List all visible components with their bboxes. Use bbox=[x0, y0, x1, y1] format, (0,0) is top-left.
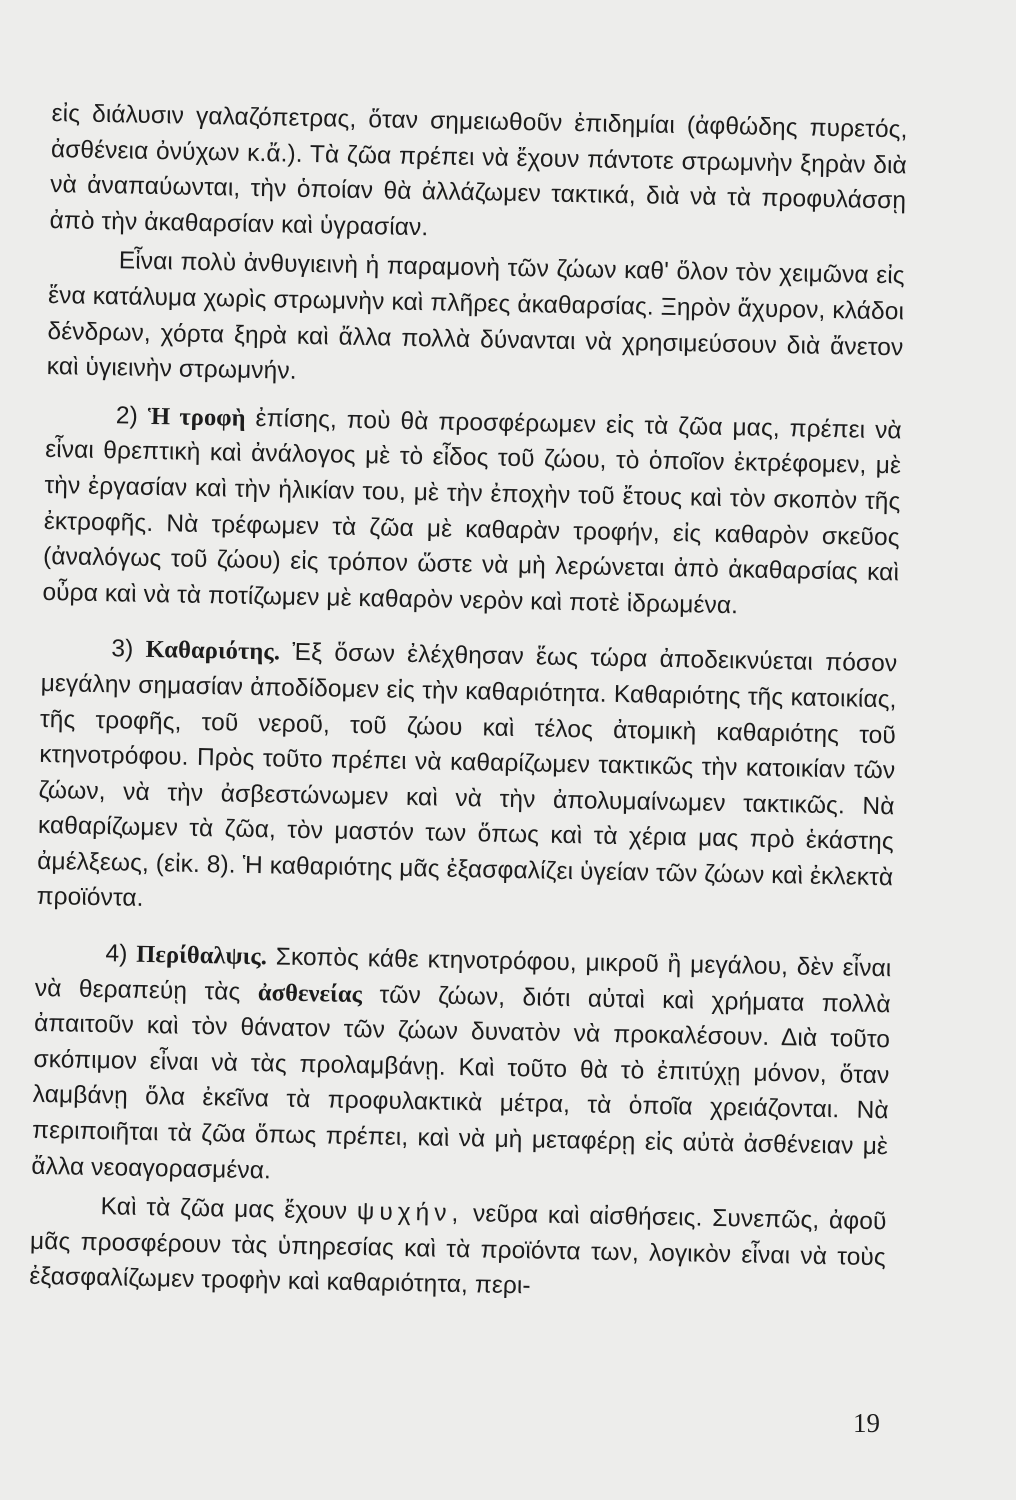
page-number: 19 bbox=[853, 1408, 880, 1438]
section-heading: Περίθαλψις. bbox=[136, 940, 268, 971]
paragraph-text: εἰς διάλυσιν γαλαζόπετρας, ὅταν σημειωθοῦν ἐπιδημίαι (ἀφθώδης πυρετός, ἀσθένεια ὀνύχων κ.ἄ.). Τὰ ζῶα πρέπει νὰ ἔχουν πάντοτε στρωμνὴν ξηρὰν διὰ νὰ ἀναπαύωνται, τὴν ὁποίαν θὰ ἀλλάζωμεν τακτικά, διὰ νὰ τὰ προφυλάσσῃ ἀπὸ τὴν ἀκαθαρσίαν καὶ ὑγρασίαν. bbox=[49, 99, 908, 242]
paragraph-cleanliness bbox=[36, 630, 897, 931]
paragraph-text: Καὶ τὰ ζῶα μας ἔχουν bbox=[100, 1193, 348, 1226]
section-heading: Ἡ τροφὴ bbox=[147, 402, 246, 432]
paragraph-unhealthy-shelter bbox=[46, 242, 905, 401]
section-number: 2) bbox=[115, 402, 139, 430]
body-text bbox=[29, 96, 908, 1311]
paragraph-text: Ἐξ ὅσων ἐλέχθησαν ἕως τώρα ἀποδεικνύεται πόσον μεγάλην σημασίαν ἀποδίδομεν εἰς τὴν καθαριότητα. Καθαριότης τῆς κατοικίας, τῆς τροφῆς, τοῦ νεροῦ, τοῦ ζώου καὶ τέλος ἀτομικὴ καθαριότης τοῦ κτηνοτρόφου. Πρὸς τοῦτο πρέπει νὰ καθαρίζωμεν τακτικῶς τὴν κατοικίαν τῶν ζώων, νὰ τὴν ἀσβεστώνωμεν καὶ νὰ τὴν ἀπολυμαίνωμεν τακτικῶς. Νὰ καθαρίζωμεν τὰ ζῶα, τὸν μαστόν των ὅπως καὶ τὰ χέρια μας πρὸ ἑκάστης ἀμέλξεως, (εἰκ. 8). Ἡ καθαριότης μᾶς ἐξασφαλίζει ὑγείαν τῶν ζώων καὶ ἐκλεκτὰ προϊόντα. bbox=[36, 639, 898, 913]
paragraph-feeding bbox=[42, 397, 902, 627]
section-number: 3) bbox=[111, 635, 134, 663]
paragraph-care bbox=[31, 935, 892, 1201]
section-number: 4) bbox=[105, 940, 128, 968]
paragraph-text: νεῦρα καὶ αἰσθήσεις. Συνεπῶς, ἀφοῦ μᾶς προσφέρουν τὰς ὑπηρεσίας καὶ τὰ προϊόντα των, λογικὸν εἶναι νὰ τοὺς ἐξασφαλίζωμεν τροφὴν καὶ καθαριότητα, περι- bbox=[29, 1200, 887, 1300]
paragraph-text: τῶν ζώων, διότι αὐταὶ καὶ χρήματα πολλὰ ἀπαιτοῦν καὶ τὸν θάνατον τῶν ζώων δυνατὸν νὰ προκαλέσουν. Διὰ τοῦτο σκόπιμον εἶναι νὰ τὰς προλαμβάνῃ. Καὶ τοῦτο θὰ τὸ ἐπιτύχῃ μόνον, ὅταν λαμβάνῃ ὅλα ἐκεῖνα τὰ προφυλακτικὰ μέτρα, τὰ ὁποῖα χρειάζονται. Νὰ περιποιῆται τὰ ζῶα ὅπως πρέπει, καὶ νὰ μὴ μεταφέρῃ εἰς αὐτὰ ἀσθένειαν μὲ ἄλλα νεοαγορασμένα. bbox=[31, 981, 891, 1185]
paragraph-text: ἐπίσης, ποὺ θὰ προσφέρωμεν εἰς τὰ ζῶα μας, πρέπει νὰ εἶναι θρεπτικὴ καὶ ἀνάλογος μὲ τὸ εἶδος τοῦ ζώου, τὸ ὁποῖον ἐκτρέφομεν, μὲ τὴν ἐργασίαν καὶ τὴν ἡλικίαν του, μὲ τὴν ἐποχὴν τοῦ ἔτους καὶ τὸν σκοπὸν τῆς ἐκτροφῆς. Νὰ τρέφωμεν τὰ ζῶα μὲ καθαρὰν τροφήν, εἰς καθαρὸν σκεῦος (ἀναλόγως τοῦ ζώου) εἰς τρόπον ὥστε νὰ μὴ λερώνεται ἀπὸ ἀκαθαρσίας καὶ οὖρα καὶ νὰ τὰ ποτίζωμεν μὲ καθαρὸν νερὸν καὶ ποτὲ ἱδρωμένα. bbox=[42, 404, 902, 619]
paragraph-bedding-continuation bbox=[49, 96, 908, 255]
paragraph-text: Σκοπὸς κάθε κτηνοτρόφου, μικροῦ ἢ μεγάλου, δὲν εἶναι νὰ θεραπεύῃ τὰς bbox=[34, 943, 892, 1006]
paragraph-animal-soul bbox=[29, 1188, 887, 1311]
paragraph-text: Εἶναι πολὺ ἀνθυγιεινὴ ἡ παραμονὴ τῶν ζώων καθ' ὅλον τὸν χειμῶνα εἰς ἕνα κατάλυμα χωρὶς στρωμνὴν καὶ πλῆρες ἀκαθαρσίας. Ξηρὸν ἄχυρον, κλάδοι δένδρων, χόρτα ξηρὰ καὶ ἄλλα πολλὰ δύνανται νὰ χρησιμεύσουν διὰ ἄνετον καὶ ὑγιεινὴν στρωμνήν. bbox=[46, 247, 905, 385]
emphasis-diseases: ἀσθενείας bbox=[257, 978, 363, 1008]
section-heading: Καθαριότης. bbox=[145, 636, 281, 666]
spaced-word-soul: ψυχήν, bbox=[356, 1198, 464, 1228]
